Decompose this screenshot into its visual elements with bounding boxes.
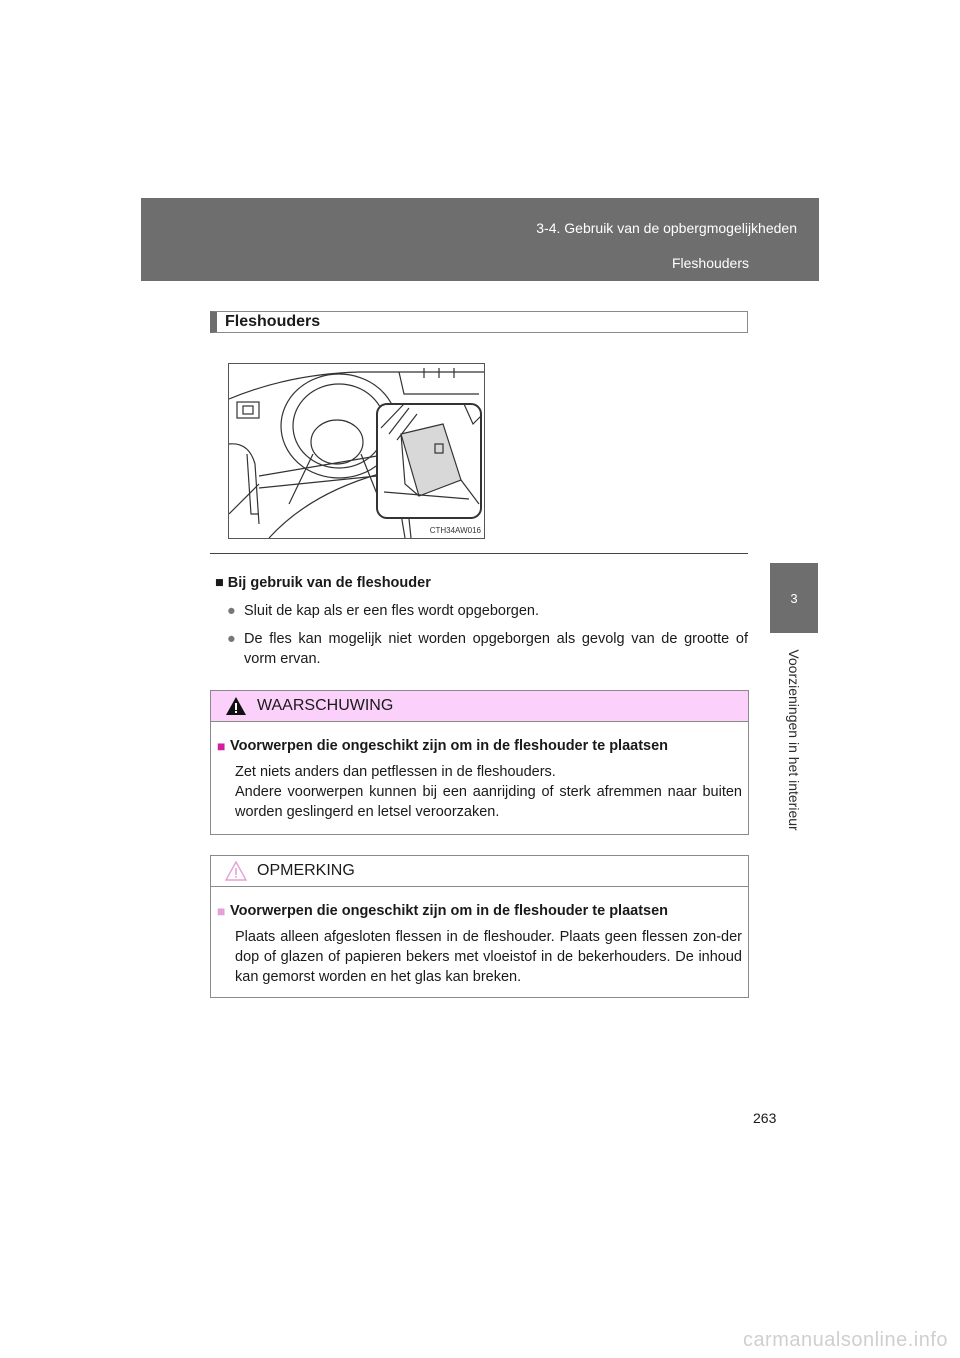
- bottle-holder-illustration: [228, 363, 485, 539]
- warning-header: [211, 691, 748, 722]
- chapter-tab: 3: [770, 563, 818, 633]
- warning-box: [210, 690, 749, 835]
- section-title: Fleshouders: [210, 311, 748, 333]
- warning-title: WAARSCHUWING: [257, 697, 394, 714]
- list-item: ● De fles kan mogelijk niet worden opgeborgen als gevolg van de grootte of vorm ervan.: [227, 631, 748, 667]
- notice-subheading: ■ Voorwerpen die ongeschikt zijn om in de fleshouder te plaatsen: [217, 903, 669, 919]
- header-band: [141, 198, 819, 281]
- notice-title: OPMERKING: [257, 862, 355, 879]
- caution-triangle-icon: [225, 861, 247, 881]
- warning-line-1: Zet niets anders dan petflessen in de fleshouders.: [235, 764, 556, 780]
- bullet-icon: ●: [227, 603, 236, 619]
- watermark: carmanualsonline.info: [742, 1329, 948, 1351]
- dashboard-drawing: [229, 364, 484, 538]
- chapter-label: Voorzieningen in het interieur: [786, 649, 802, 831]
- notice-header: [211, 856, 748, 887]
- notice-body: [211, 887, 748, 997]
- bullet-icon: ●: [227, 631, 236, 647]
- warning-subheading: ■ Voorwerpen die ongeschikt zijn om in de fleshouder te plaatsen: [217, 738, 669, 754]
- notes-heading: ■ Bij gebruik van de fleshouder: [215, 575, 431, 591]
- warning-triangle-icon: [225, 696, 247, 716]
- notice-box: [210, 855, 749, 998]
- list-item: ● Sluit de kap als er een fles wordt opgeborgen.: [227, 603, 540, 619]
- square-bullet-icon: ■: [217, 738, 226, 754]
- warning-body: [211, 722, 748, 832]
- warning-line-2: Andere voorwerpen kunnen bij een aanrijding of sterk afremmen naar buiten worden geslingerd en letsel veroorzaken.: [235, 784, 742, 820]
- header-section-title: 3-4. Gebruik van de opbergmogelijkheden: [536, 220, 797, 236]
- section-divider: [210, 553, 748, 554]
- square-bullet-icon: ■: [217, 903, 226, 919]
- header-subsection-title: Fleshouders: [671, 255, 749, 271]
- figure-code: CTH34AW016: [429, 526, 481, 535]
- notice-text: Plaats alleen afgesloten flessen in de fleshouder. Plaats geen flessen zon-der dop of glazen of papieren bekers met vloeistof in de bekerhouders. De inhoud kan gemorst worden en het glas kan breken.: [235, 929, 742, 985]
- usage-notes: [215, 573, 748, 669]
- page-number: 263: [753, 1110, 777, 1126]
